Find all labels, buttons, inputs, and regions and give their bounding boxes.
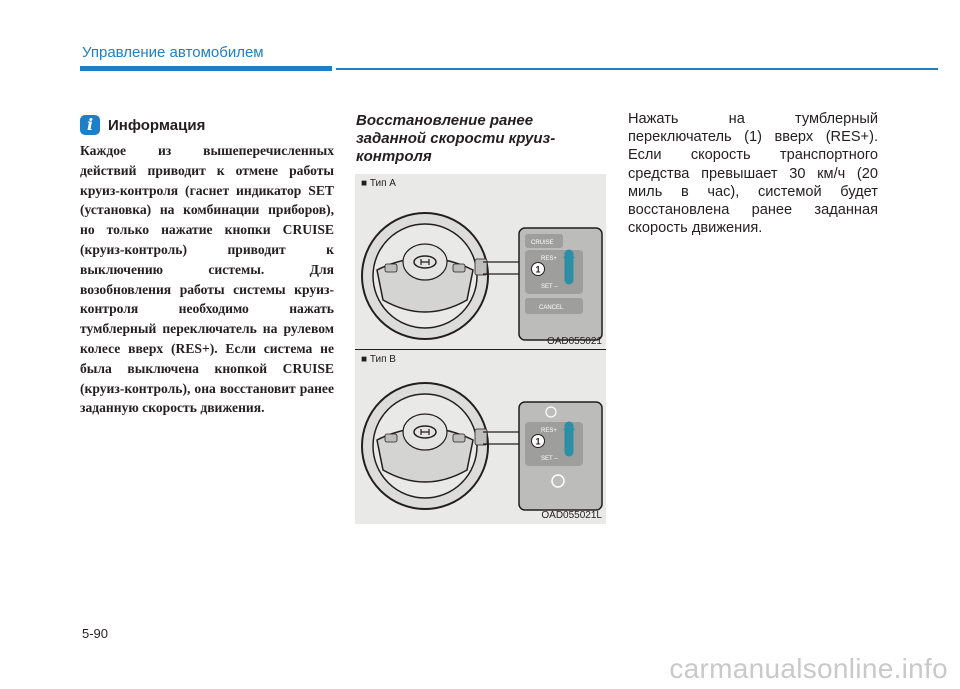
svg-text:RES+: RES+ xyxy=(541,256,557,262)
figure-code-a: OAD055021 xyxy=(546,336,602,347)
header-rule-thick xyxy=(80,66,332,71)
info-heading xyxy=(80,113,334,137)
watermark: carmanualsonline.info xyxy=(669,653,948,684)
figure-code-b: OAD055021L xyxy=(541,510,602,521)
svg-text:1: 1 xyxy=(535,436,541,447)
figure-type-b xyxy=(355,350,606,524)
page-number: 5-90 xyxy=(82,626,109,641)
section-header-title: Управление автомобилем xyxy=(82,44,264,61)
steering-wheel-icon xyxy=(362,383,525,509)
figure-type-a xyxy=(355,174,606,350)
body-text: Нажать на тумблерный переключатель (1) вверх (RES+). Если скорость транспортного средства превышает 30 км/ч (20 миль в час), системой будет восстановлена ранее заданная скорость движения. xyxy=(628,111,878,237)
figure-label-type-b: ■ Тип В xyxy=(361,354,396,365)
svg-text:1: 1 xyxy=(535,264,541,275)
info-text: Каждое из вышеперечисленных действий приводит к отмене работы круиз-контроля (гаснет индикатор SET (установка) на комбинации приборов), но только нажатие кнопки CRUISE (круиз-контроль) приводит к выключению системы. Для возобновления работы системы круиз-контроля необходимо нажать тумблерный переключатель на рулевом колесе вверх (RES+). Если система не была выключена кнопкой CRUISE (круиз-контроль), она восстановит ранее заданную скорость движения. xyxy=(80,143,334,416)
svg-text:CANCEL: CANCEL xyxy=(539,305,564,311)
svg-text:SET –: SET – xyxy=(541,456,558,462)
header-rule-thin xyxy=(336,68,938,70)
info-title: Информация xyxy=(108,116,206,134)
section-title: Восстановление ранее заданной скорости круиз-контроля xyxy=(356,112,556,165)
figure-label-type-a: ■ Тип А xyxy=(361,178,396,189)
cruise-control-switch-panel xyxy=(519,228,602,340)
steering-wheel-illustration-b xyxy=(355,350,606,524)
info-icon: i xyxy=(80,115,100,135)
steering-wheel-icon xyxy=(362,213,525,339)
steering-wheel-illustration-a xyxy=(355,174,606,350)
svg-text:RES+: RES+ xyxy=(541,428,557,434)
info-box xyxy=(80,113,334,418)
svg-text:SET –: SET – xyxy=(541,284,558,290)
cruise-control-switch-panel xyxy=(519,402,602,510)
svg-text:CRUISE: CRUISE xyxy=(531,240,554,246)
